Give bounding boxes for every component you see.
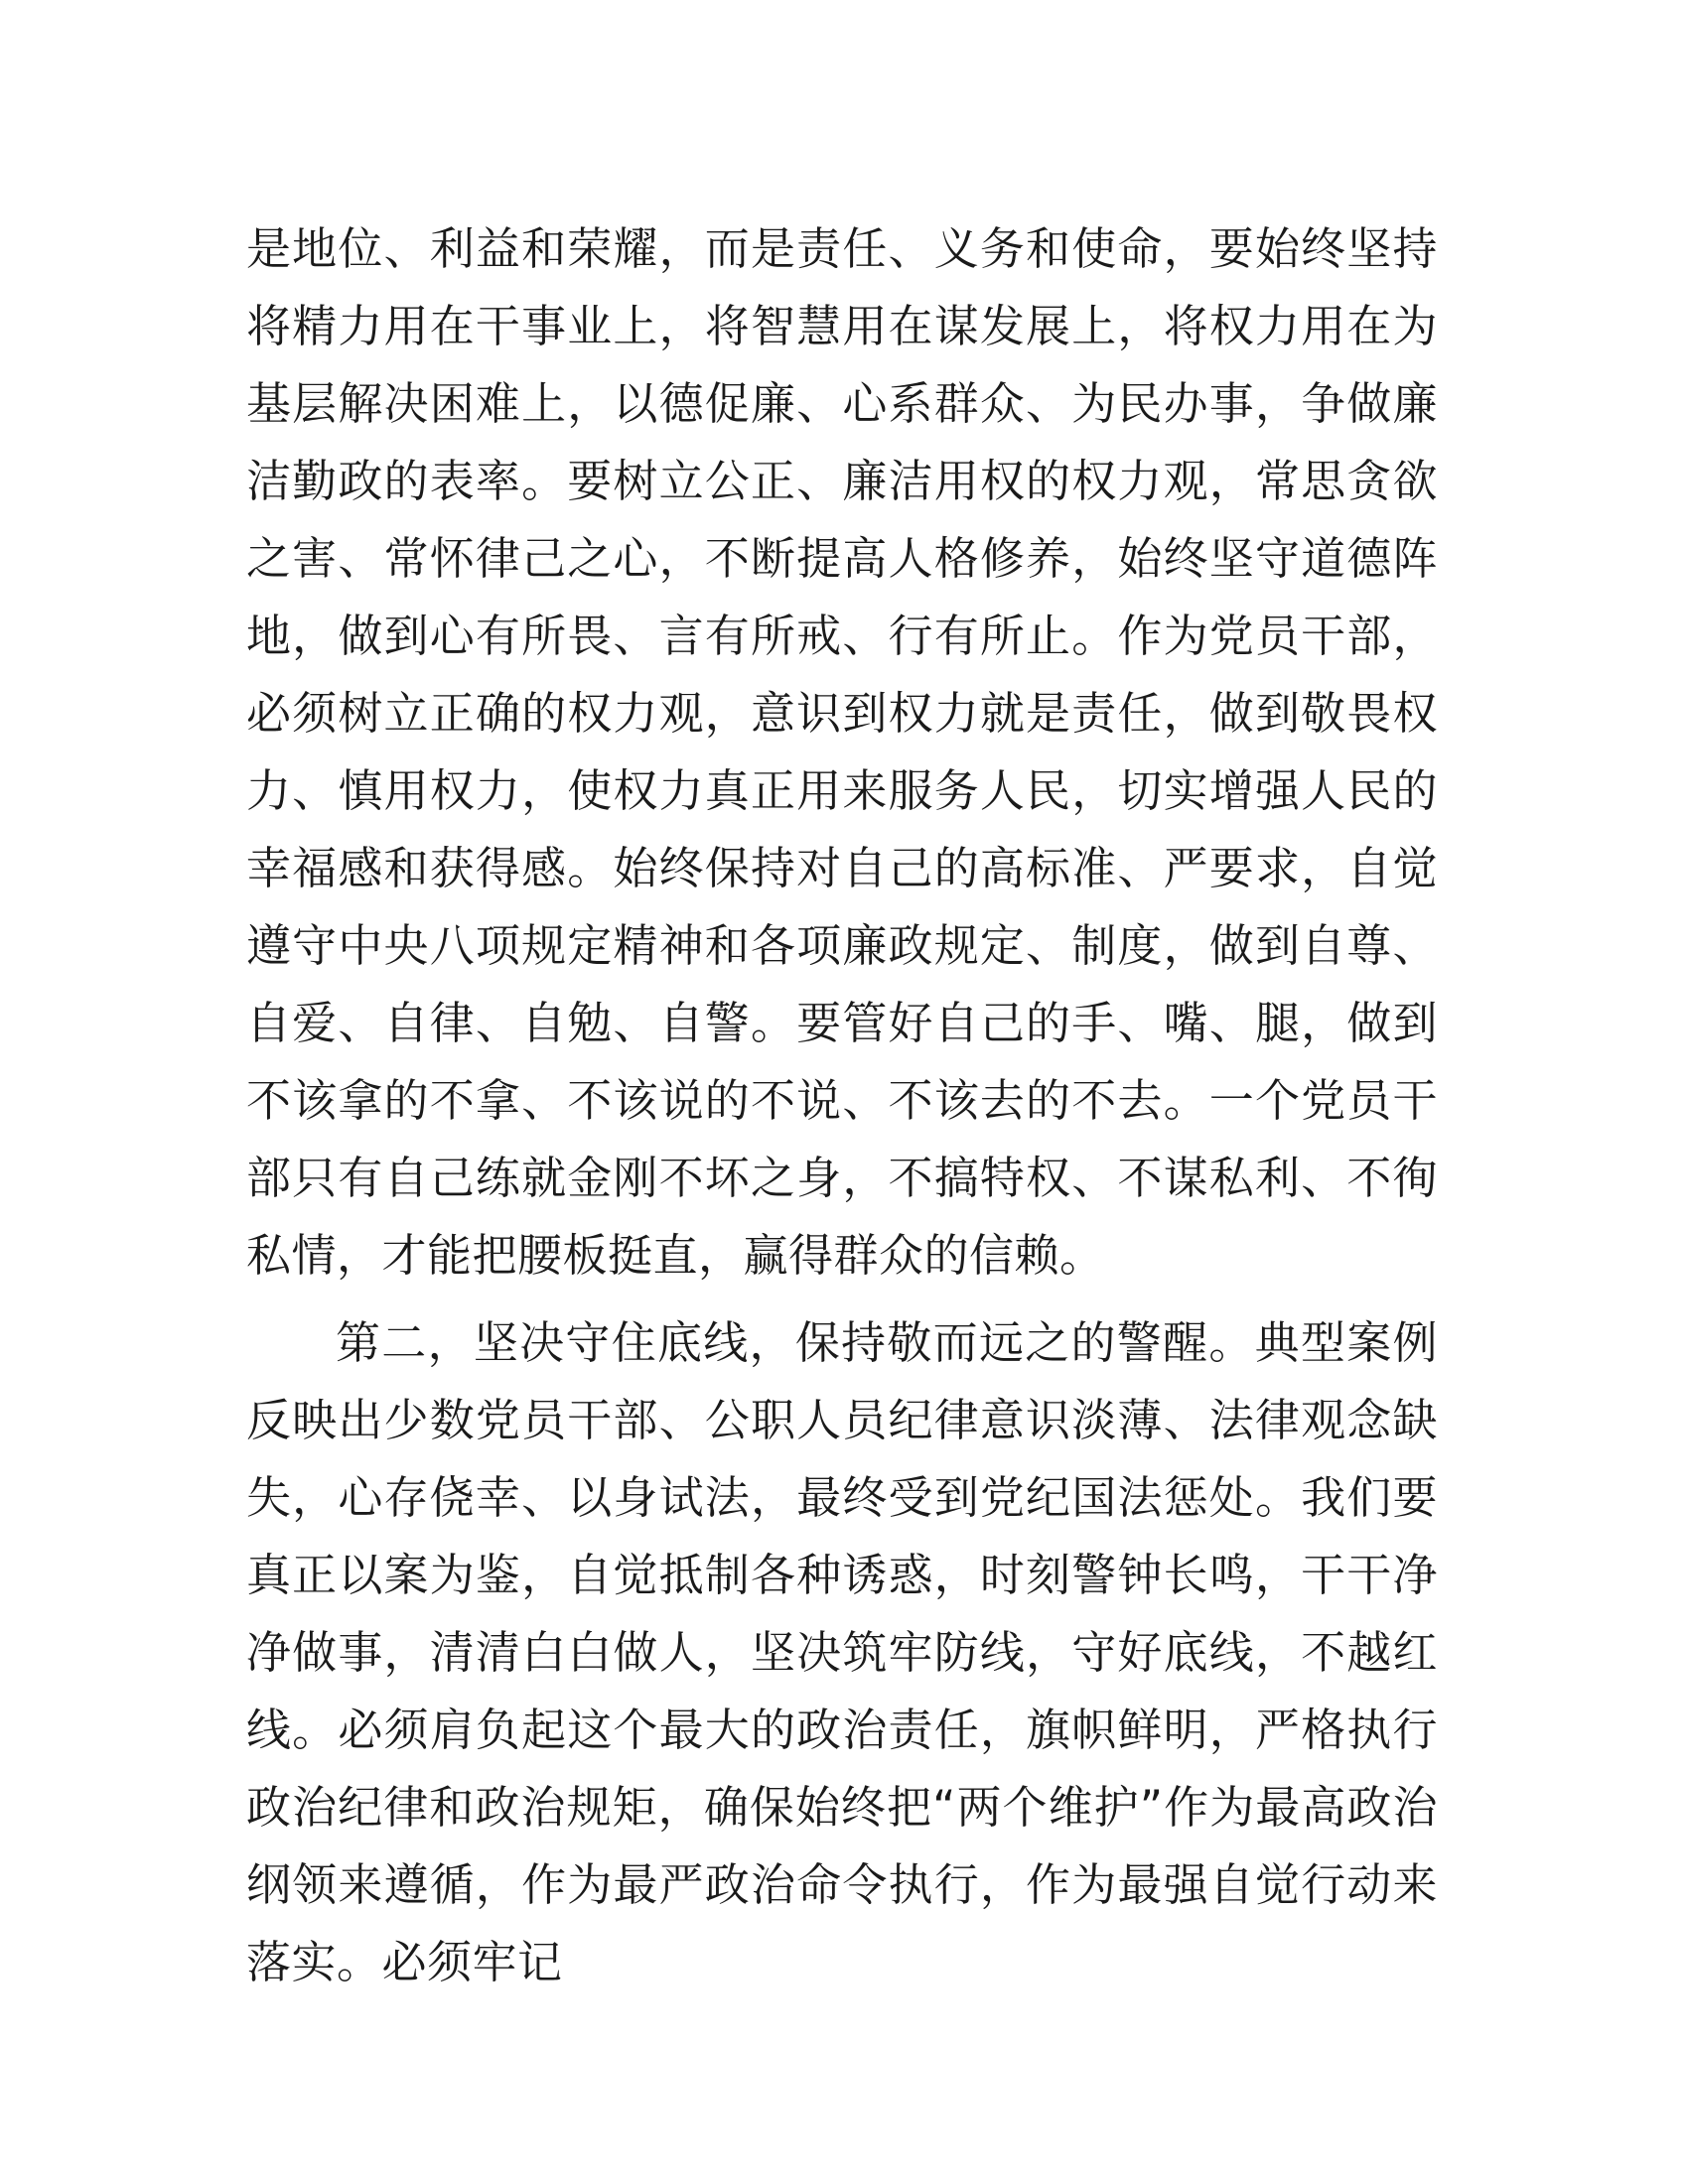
paragraph-continued: 是地位、利益和荣耀，而是责任、义务和使命，要始终坚持将精力用在干事业上，将智慧用在谋发展上，将权力用在为基层解决困难上，以德促廉、心系群众、为民办事，争做廉洁勤政的表率。要树立公正、廉洁用权的权力观，常思贪欲之害、常怀律己之心，不断提高人格修养，始终坚守道德阵地，做到心有所畏、言有所戒、行有所止。作为党员干部，必须树立正确的权力观，意识到权力就是责任，做到敬畏权力、慎用权力，使权力真正用来服务人民，切实增强人民的幸福感和获得感。始终保持对自己的高标准、严要求，自觉遵守中央八项规定精神和各项廉政规定、制度，做到自尊、自爱、自律、自勉、自警。要管好自己的手、嘴、腿，做到不该拿的不拿、不该说的不说、不该去的不去。一个党员干部只有自己练就金刚不坏之身，不搞特权、不谋私利、不徇私情，才能把腰板挺直，赢得群众的信赖。 — [246, 222, 1438, 1282]
body-text — [246, 210, 1438, 2001]
paragraph-second-point: 第二，坚决守住底线，保持敬而远之的警醒。典型案例反映出少数党员干部、公职人员纪律意识淡薄、法律观念缺失，心存侥幸、以身试法，最终受到党纪国法惩处。我们要真正以案为鉴，自觉抵制各种诱惑，时刻警钟长鸣，干干净净做事，清清白白做人，坚决筑牢防线，守好底线，不越红线。必须肩负起这个最大的政治责任，旗帜鲜明，严格执行政治纪律和政治规矩，确保始终把“两个维护”作为最高政治纲领来遵循，作为最严政治命令执行，作为最强自觉行动来落实。必须牢记 — [246, 1316, 1438, 1988]
